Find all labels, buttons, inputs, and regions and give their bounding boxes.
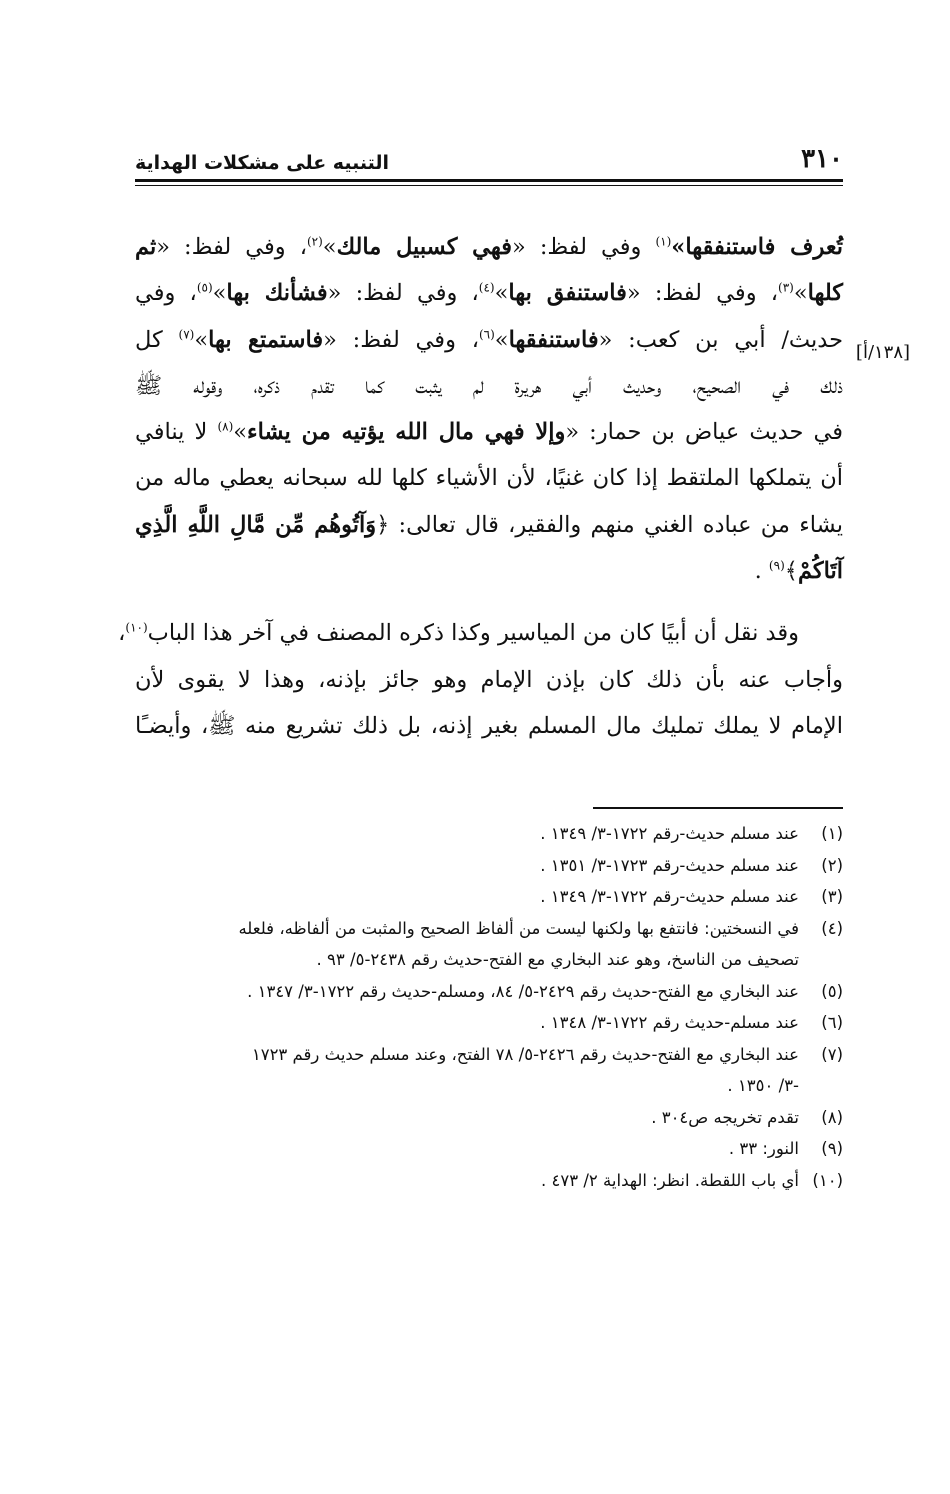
footnote-separator bbox=[593, 807, 843, 809]
footnote-number: (٦) bbox=[821, 1013, 843, 1032]
text-run: ، وفي لفظ: « bbox=[156, 234, 307, 260]
text-line: أن يتملكها الملتقط إذا كان غنيًا، لأن الأشياء كلها لله سبحانه يعطي ماله من bbox=[135, 465, 843, 492]
footnote-number: (١) bbox=[821, 824, 843, 843]
footnote-ref[interactable]: (٨) bbox=[217, 419, 234, 434]
text-run: » bbox=[494, 326, 509, 353]
footnote-text: النور: ٣٣ . bbox=[728, 1139, 799, 1158]
text-run: » bbox=[233, 419, 248, 446]
text-run: » bbox=[793, 280, 808, 307]
footnote-line: عند البخاري مع الفتح-حديث رقم ٢٤٢٦-٥/ ٧٨ الفتح، وعند مسلم حديث رقم ١٧٢٣ bbox=[251, 1044, 799, 1064]
text-line bbox=[135, 548, 843, 594]
text-run: ﴾ bbox=[784, 558, 798, 585]
text-run: لا ينافي bbox=[135, 419, 218, 446]
text-run: » bbox=[322, 234, 337, 260]
text-run: . bbox=[754, 558, 769, 585]
text-run: ، وفي لفظ: « bbox=[323, 326, 479, 353]
text-run: كل bbox=[135, 326, 179, 353]
footnote-item bbox=[135, 850, 843, 882]
footnote-item bbox=[135, 818, 843, 850]
footnote-number: (٧) bbox=[821, 1044, 843, 1064]
text-run: وفي لفظ: « bbox=[512, 234, 656, 260]
hadith-phrase: فاستمتع بها bbox=[208, 326, 324, 353]
text-run: » bbox=[212, 280, 227, 307]
text-run: ، وفي bbox=[135, 280, 197, 307]
footnote-text: عند مسلم حديث-رقم ١٧٢٢-٣/ ١٣٤٩ . bbox=[540, 887, 799, 906]
footnote-text: عند البخاري مع الفتح-حديث رقم ٢٤٢٩-٥/ ٨٤، ومسلم-حديث رقم ١٧٢٢-٣/ ١٣٤٧ . bbox=[247, 981, 799, 1001]
footnote-item bbox=[135, 1039, 843, 1102]
text-run: » bbox=[494, 280, 509, 307]
text-line: وأجاب عنه بأن ذلك كان بإذن الإمام وهو جائز بإذنه، وهذا لا يقوى لأن bbox=[135, 666, 843, 693]
footnote-number: (٥) bbox=[821, 981, 843, 1001]
text-line bbox=[135, 502, 843, 548]
footnote-number: (٢) bbox=[821, 855, 843, 875]
footnote-number: (٣) bbox=[821, 887, 843, 906]
footnote-item bbox=[135, 1102, 843, 1134]
text-run: حديث/ أبي بن كعب: « bbox=[598, 326, 843, 353]
footnote-text bbox=[135, 1039, 799, 1102]
text-run: في حديث عياض بن حمار: « bbox=[565, 419, 844, 446]
text-run: » bbox=[194, 326, 209, 353]
running-title: التنبيه على مشكلات الهداية bbox=[135, 152, 389, 174]
footnote-ref[interactable]: (٢) bbox=[306, 234, 323, 249]
footnote-item bbox=[135, 1133, 843, 1165]
footnote-text: عند مسلم حديث-رقم ١٧٢٢-٣/ ١٣٤٩ . bbox=[540, 824, 799, 843]
text-line bbox=[118, 610, 843, 656]
text-line bbox=[135, 224, 843, 270]
footnote-item bbox=[135, 913, 843, 976]
text-run: ، bbox=[118, 620, 126, 647]
page-number: ٣١٠ bbox=[801, 144, 843, 174]
hadith-phrase: فاستنفقها bbox=[508, 326, 599, 353]
main-text bbox=[118, 224, 844, 749]
footnote-ref[interactable]: (١) bbox=[655, 234, 672, 249]
footnote-number: (١٠) bbox=[812, 1170, 843, 1190]
hadith-phrase: فهي كسبيل مالك bbox=[336, 234, 513, 260]
footnote-text: تقدم تخريجه ص٣٠٤ . bbox=[651, 1107, 799, 1127]
text-line: الإمام لا يملك تمليك مال المسلم بغير إذنه، بل ذلك تشريع منه ﷺ، وأيضـًا bbox=[135, 712, 843, 739]
footnote-ref[interactable]: (٧) bbox=[178, 327, 195, 342]
text-line bbox=[135, 317, 843, 363]
footnote-item bbox=[135, 1007, 843, 1039]
footnote-item bbox=[135, 976, 843, 1008]
footnote-text: أي باب اللقطة. انظر: الهداية ٢/ ٤٧٣ . bbox=[541, 1170, 799, 1190]
footnote-text: عند مسلم حديث-رقم ١٧٢٣-٣/ ١٣٥١ . bbox=[540, 855, 799, 875]
paragraph-gap bbox=[135, 594, 843, 610]
hadith-phrase: تُعرف فاستنفقها» bbox=[671, 234, 843, 260]
text-run: يشاء من عباده الغني منهم والفقير، قال تعالى: ﴿ bbox=[376, 511, 843, 538]
quran-verse: آتَاكُمْ bbox=[797, 558, 843, 585]
quran-verse: وَآتُوهُم مِّن مَّالِ اللَّهِ الَّذِي bbox=[135, 511, 377, 538]
hadith-phrase: فشأنك بها bbox=[226, 280, 328, 307]
footnote-ref[interactable]: (٤) bbox=[478, 280, 495, 295]
footnote-item bbox=[135, 1165, 843, 1197]
header-rule-thin bbox=[135, 185, 843, 186]
text-line: ذلك في الصحيح، وحديث أبي هريرة لم يثبت كما تقدم ذكره، وقوله ﷺ bbox=[135, 372, 843, 399]
hadith-phrase: وإلا فهي مال الله يؤتيه من يشاء bbox=[247, 419, 566, 446]
page-header bbox=[135, 138, 843, 174]
footnote-text: عند مسلم-حديث رقم ١٧٢٢-٣/ ١٣٤٨ . bbox=[540, 1013, 799, 1032]
footnote-text bbox=[135, 913, 799, 976]
footnote-line: تصحيف من الناسخ، وهو عند البخاري مع الفتح-حديث رقم ٢٤٣٨-٥/ ٩٣ . bbox=[316, 950, 799, 969]
footnote-number: (٤) bbox=[821, 918, 843, 938]
footnote-line: -٣/ ١٣٥٠ . bbox=[727, 1076, 799, 1095]
text-line bbox=[135, 270, 843, 316]
footnote-ref[interactable]: (٩) bbox=[768, 558, 785, 573]
footnote-ref[interactable]: (١٠) bbox=[125, 620, 148, 635]
footnote-number: (٨) bbox=[821, 1107, 843, 1127]
hadith-phrase: فاستنفق بها bbox=[508, 280, 627, 307]
footnote-ref[interactable]: (٥) bbox=[196, 280, 213, 295]
text-run: ، وفي لفظ: « bbox=[327, 280, 479, 307]
text-line bbox=[135, 409, 843, 455]
footnote-ref[interactable]: (٦) bbox=[478, 327, 495, 342]
footnote-number: (٩) bbox=[821, 1139, 843, 1158]
footnote-line: في النسختين: فانتفع بها ولكنها ليست من ألفاظ الصحيح والمثبت من ألفاظه، فلعله bbox=[238, 918, 799, 938]
margin-folio-reference: [١٣٨/أ] bbox=[855, 342, 911, 363]
text-run: ، وفي لفظ: « bbox=[626, 280, 778, 307]
hadith-phrase: ثم bbox=[135, 234, 157, 260]
header-rule-thick bbox=[135, 179, 843, 182]
text-run: وقد نقل أن أبيًا كان من المياسير وكذا ذكره المصنف في آخر هذا الباب bbox=[147, 620, 799, 647]
footnote-item bbox=[135, 881, 843, 913]
footnote-ref[interactable]: (٣) bbox=[778, 280, 794, 295]
hadith-phrase: كلها bbox=[807, 280, 843, 307]
footnotes bbox=[135, 818, 843, 1196]
